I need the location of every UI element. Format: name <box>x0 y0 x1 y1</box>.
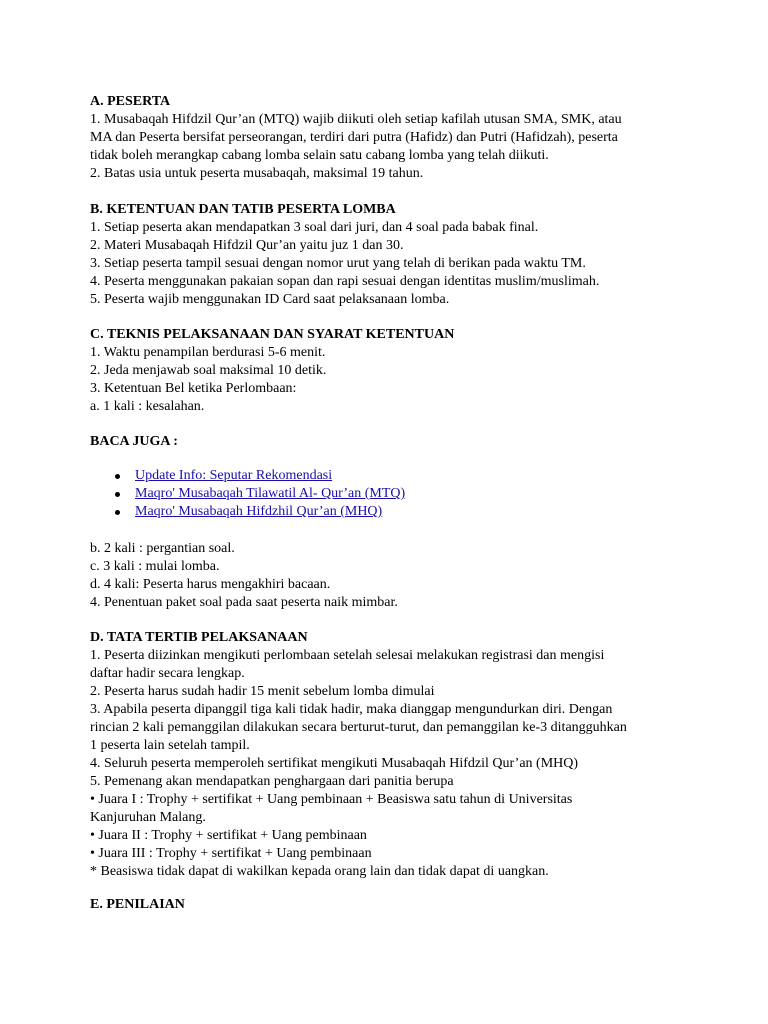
bullet-icon <box>115 510 120 515</box>
related-links-list <box>90 467 405 521</box>
related-link[interactable]: Maqro' Musabaqah Hifdzhil Qur’an (MHQ) <box>135 504 383 519</box>
section-teknis-lanjutan <box>90 540 690 612</box>
section-title: BACA JUGA : <box>90 434 178 449</box>
text-line: 2. Materi Musabaqah Hifdzil Qur’an yaitu juz 1 dan 30. <box>90 238 404 253</box>
text-line: daftar hadir secara lengkap. <box>90 666 245 681</box>
section-title: D. TATA TERTIB PELAKSANAAN <box>90 630 308 645</box>
text-line: MA dan Peserta bersifat perseorangan, terdiri dari putra (Hafidz) dan Putri (Hafidzah), peserta <box>90 130 618 145</box>
text-line: 2. Peserta harus sudah hadir 15 menit sebelum lomba dimulai <box>90 684 435 699</box>
section-tata-tertib <box>90 629 690 881</box>
section-title: B. KETENTUAN DAN TATIB PESERTA LOMBA <box>90 202 396 217</box>
text-line: tidak boleh merangkap cabang lomba selain satu cabang lomba yang telah diikuti. <box>90 148 549 163</box>
text-line: • Juara II : Trophy + sertifikat + Uang pembinaan <box>90 828 367 843</box>
section-penilaian <box>90 896 690 914</box>
text-line: 2. Batas usia untuk peserta musabaqah, maksimal 19 tahun. <box>90 166 424 181</box>
text-line: 1. Musabaqah Hifdzil Qur’an (MTQ) wajib diikuti oleh setiap kafilah utusan SMA, SMK, atau <box>90 112 622 127</box>
text-line: c. 3 kali : mulai lomba. <box>90 559 220 574</box>
section-title: C. TEKNIS PELAKSANAAN DAN SYARAT KETENTUAN <box>90 327 455 342</box>
text-line: 1 peserta lain setelah tampil. <box>90 738 250 753</box>
list-item <box>90 467 405 485</box>
text-line: 1. Peserta diizinkan mengikuti perlombaan setelah selesai melakukan registrasi dan mengisi <box>90 648 605 663</box>
section-peserta <box>90 93 690 183</box>
text-line: 1. Waktu penampilan berdurasi 5-6 menit. <box>90 345 326 360</box>
text-line: 5. Pemenang akan mendapatkan penghargaan dari panitia berupa <box>90 774 454 789</box>
bullet-icon <box>115 492 120 497</box>
text-line: 2. Jeda menjawab soal maksimal 10 detik. <box>90 363 327 378</box>
text-line: 1. Setiap peserta akan mendapatkan 3 soal dari juri, dan 4 soal pada babak final. <box>90 220 539 235</box>
text-line: 5. Peserta wajib menggunakan ID Card saat pelaksanaan lomba. <box>90 292 450 307</box>
section-ketentuan-tatib <box>90 201 690 309</box>
section-title: A. PESERTA <box>90 94 171 109</box>
baca-juga-heading <box>90 433 690 451</box>
list-item <box>90 485 405 503</box>
text-line: • Juara I : Trophy + sertifikat + Uang pembinaan + Beasiswa satu tahun di Universitas <box>90 792 573 807</box>
bullet-icon <box>115 474 120 479</box>
related-link[interactable]: Update Info: Seputar Rekomendasi <box>135 468 333 483</box>
text-line: d. 4 kali: Peserta harus mengakhiri bacaan. <box>90 577 331 592</box>
text-line: 4. Seluruh peserta memperoleh sertifikat mengikuti Musabaqah Hifdzil Qur’an (MHQ) <box>90 756 579 771</box>
text-line: rincian 2 kali pemanggilan dilakukan secara berturut-turut, dan pemanggilan ke-3 ditangguhkan <box>90 720 627 735</box>
list-item <box>90 503 405 521</box>
section-title: E. PENILAIAN <box>90 897 185 912</box>
text-line: * Beasiswa tidak dapat di wakilkan kepada orang lain dan tidak dapat di uangkan. <box>90 864 549 879</box>
section-teknis-pelaksanaan <box>90 326 690 416</box>
text-line: 4. Penentuan paket soal pada saat peserta naik mimbar. <box>90 595 398 610</box>
text-line: • Juara III : Trophy + sertifikat + Uang pembinaan <box>90 846 372 861</box>
text-line: a. 1 kali : kesalahan. <box>90 399 205 414</box>
text-line: b. 2 kali : pergantian soal. <box>90 541 235 556</box>
text-line: 4. Peserta menggunakan pakaian sopan dan rapi sesuai dengan identitas muslim/muslimah. <box>90 274 600 289</box>
text-line: 3. Setiap peserta tampil sesuai dengan nomor urut yang telah di berikan pada waktu TM. <box>90 256 586 271</box>
text-line: 3. Ketentuan Bel ketika Perlombaan: <box>90 381 297 396</box>
text-line: Kanjuruhan Malang. <box>90 810 206 825</box>
related-link[interactable]: Maqro' Musabaqah Tilawatil Al- Qur’an (MTQ) <box>135 486 406 501</box>
text-line: 3. Apabila peserta dipanggil tiga kali tidak hadir, maka dianggap mengundurkan diri. Dengan <box>90 702 613 717</box>
